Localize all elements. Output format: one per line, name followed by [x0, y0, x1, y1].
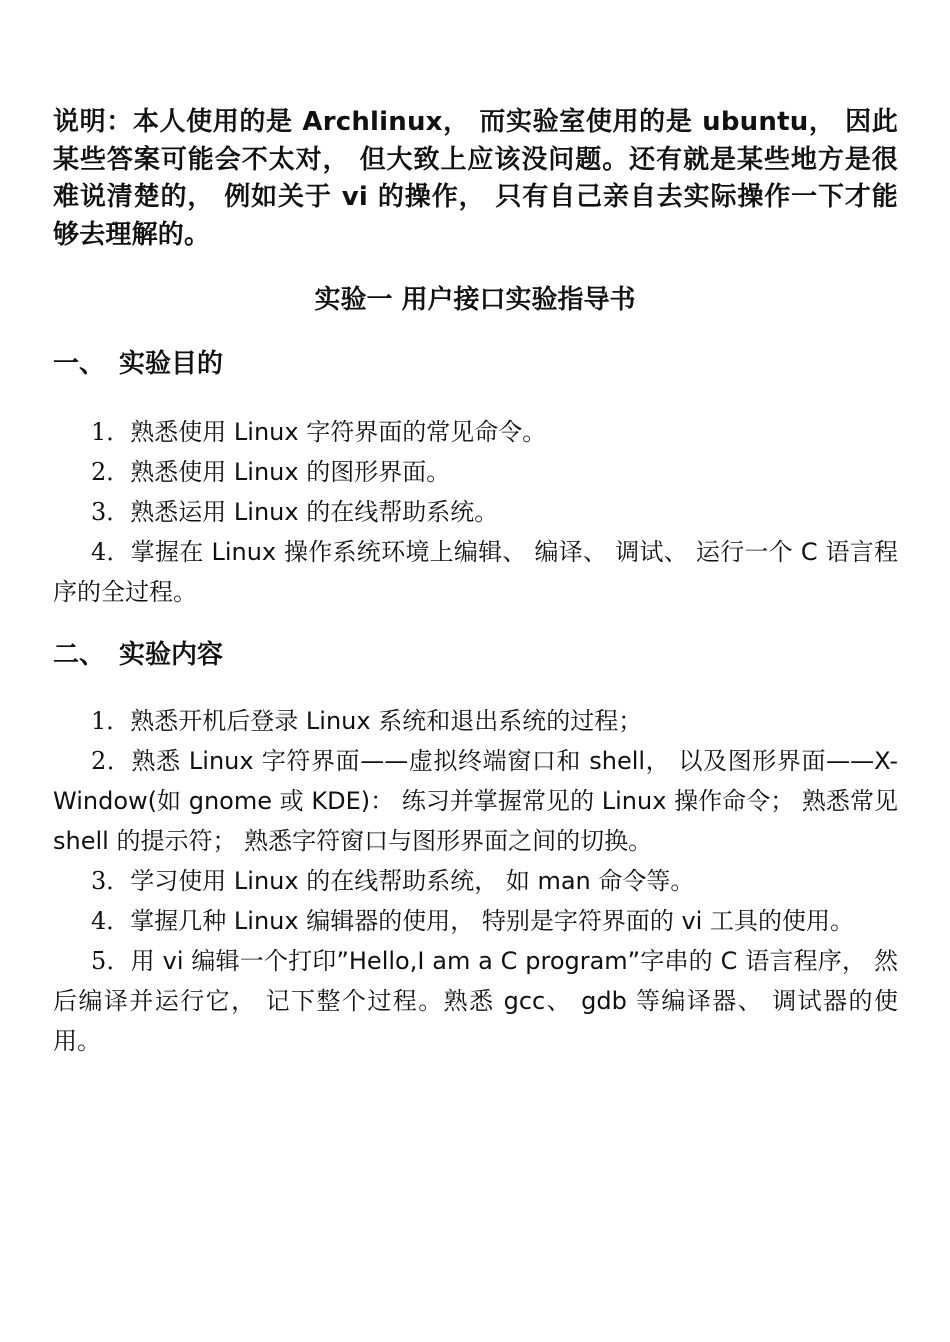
list-item — [53, 861, 898, 901]
section-heading-purpose — [53, 346, 223, 382]
item-number: 3． — [91, 867, 131, 895]
list-item — [53, 941, 898, 1061]
item-number: 4． — [91, 538, 131, 566]
item-text: 熟悉 Linux 字符界面——虚拟终端窗口和 shell， 以及图形界面——X-Window(如 gnome 或 KDE)： 练习并掌握常见的 Linux 操作命令； 熟悉常见 shell 的提示符； 熟悉字符窗口与图形界面之间的切换。 — [53, 747, 898, 855]
list-item — [53, 532, 898, 612]
item-text: 掌握在 Linux 操作系统环境上编辑、 编译、 调试、 运行一个 C 语言程序的全过程。 — [53, 538, 898, 606]
item-number: 3． — [91, 498, 131, 526]
list-item — [53, 492, 898, 532]
list-item — [53, 741, 898, 861]
item-number: 1． — [91, 707, 131, 735]
item-text: 用 vi 编辑一个打印”Hello,I am a C program”字串的 C 语言程序， 然后编译并运行它， 记下整个过程。熟悉 gcc、 gdb 等编译器、 调试器的使用。 — [53, 947, 898, 1055]
item-number: 4． — [91, 907, 131, 935]
purpose-list — [53, 412, 898, 612]
list-item — [53, 412, 898, 452]
item-text: 学习使用 Linux 的在线帮助系统， 如 man 命令等。 — [130, 867, 695, 895]
page-title: 实验一 用户接口实验指导书 — [314, 285, 636, 315]
content-list — [53, 701, 898, 1061]
item-text: 熟悉运用 Linux 的在线帮助系统。 — [130, 498, 499, 526]
list-item — [53, 901, 898, 941]
list-item — [53, 452, 898, 492]
item-text: 熟悉使用 Linux 字符界面的常见命令。 — [130, 418, 547, 446]
section-number: 一、 — [53, 349, 106, 379]
section-number: 二、 — [53, 640, 106, 670]
item-text: 熟悉使用 Linux 的图形界面。 — [130, 458, 451, 486]
item-number: 2． — [91, 458, 131, 486]
section-title: 实验内容 — [119, 640, 224, 670]
intro-paragraph: 说明：本人使用的是 Archlinux， 而实验室使用的是 ubuntu， 因此某些答案可能会不太对， 但大致上应该没问题。还有就是某些地方是很难说清楚的， 例如关于 vi 的操作， 只有自己亲自去实际操作一下才能够去理解的。 — [53, 107, 898, 250]
section-title: 实验目的 — [119, 349, 224, 379]
section-heading-content — [53, 637, 223, 673]
list-item — [53, 701, 898, 741]
item-text: 熟悉开机后登录 Linux 系统和退出系统的过程； — [130, 707, 643, 735]
item-number: 2． — [91, 747, 132, 775]
item-text: 掌握几种 Linux 编辑器的使用， 特别是字符界面的 vi 工具的使用。 — [130, 907, 854, 935]
item-number: 5． — [91, 947, 131, 975]
item-number: 1． — [91, 418, 131, 446]
